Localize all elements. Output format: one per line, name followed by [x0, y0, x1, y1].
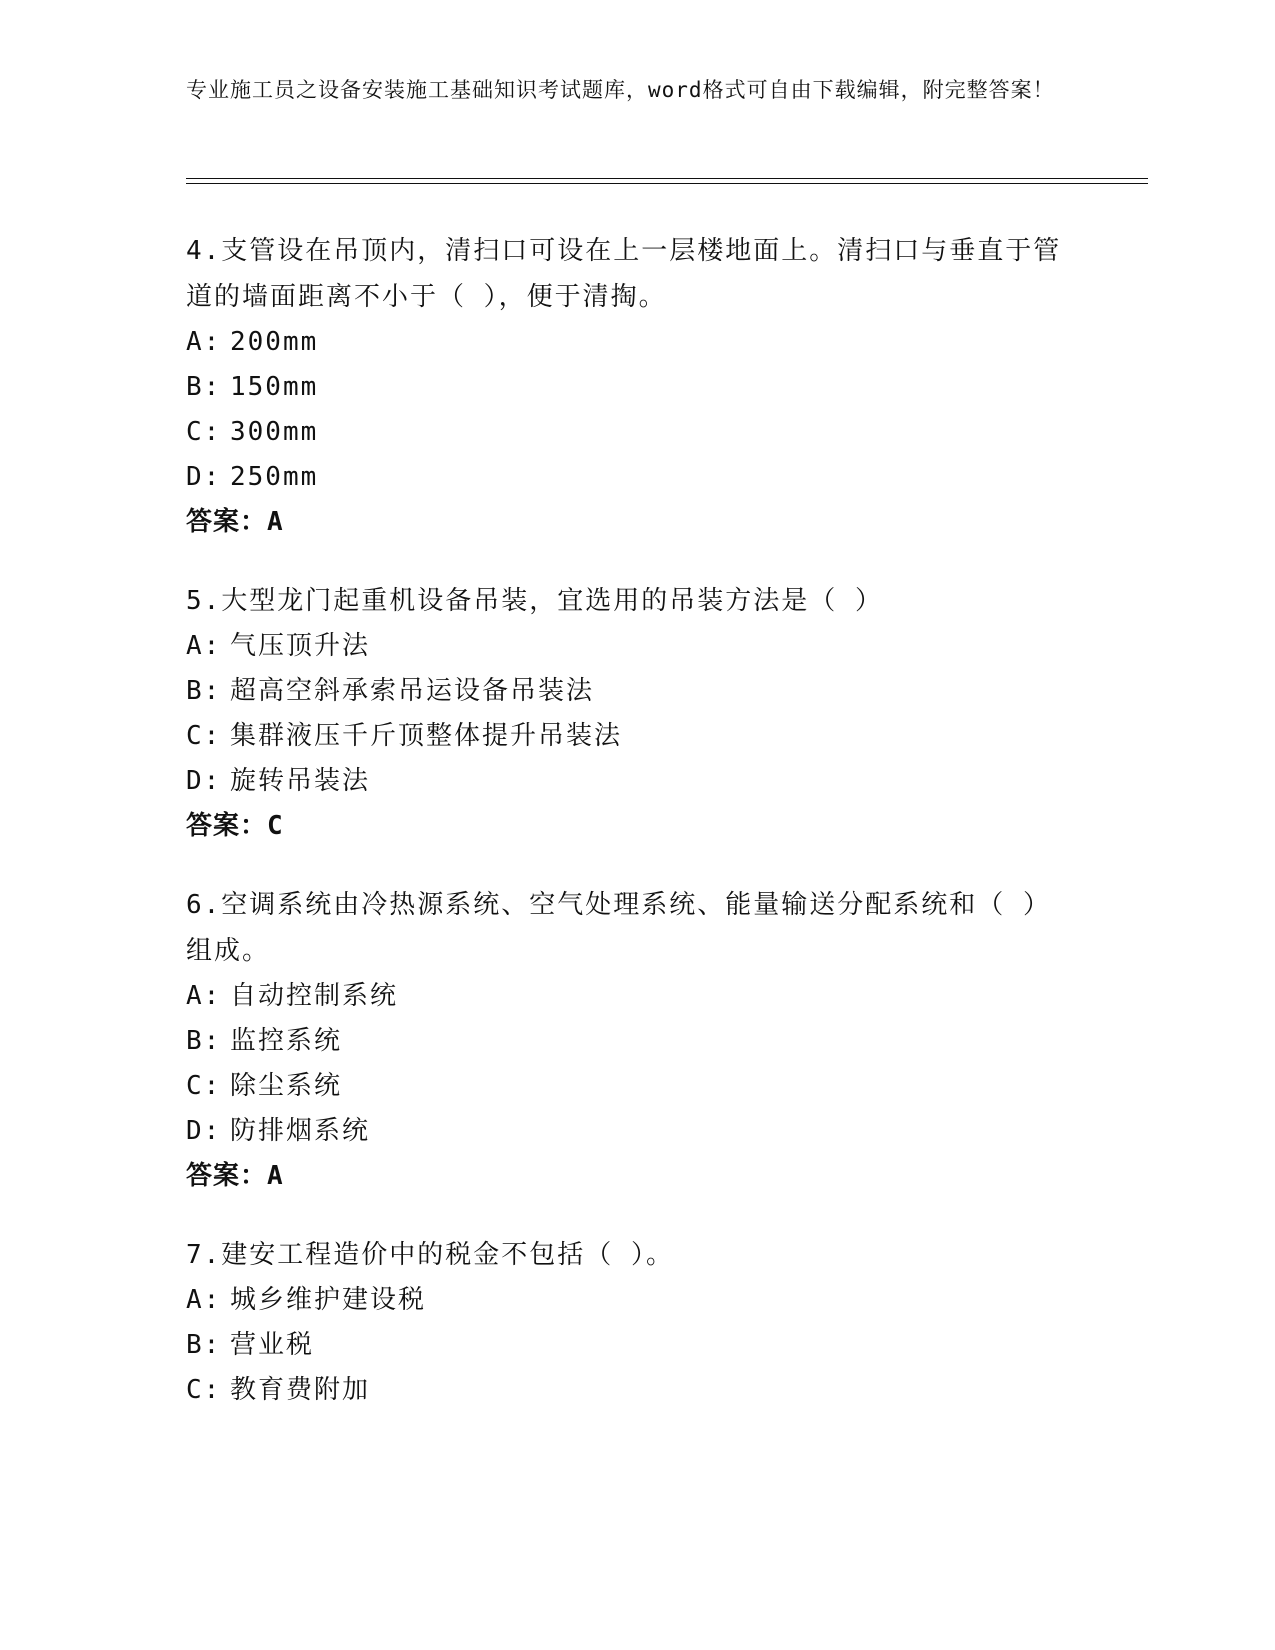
answer-line	[186, 500, 1066, 545]
option-text: 除尘系统	[230, 1071, 343, 1101]
answer-label: 答案：	[186, 507, 268, 537]
option-text: 气压顶升法	[230, 631, 371, 661]
option-letter: C:	[186, 721, 222, 751]
question-stem: 7.建安工程造价中的税金不包括（ ）。	[186, 1240, 674, 1270]
option-letter: B:	[186, 1026, 222, 1056]
option-letter: D:	[186, 462, 222, 492]
answer-label: 答案：	[186, 811, 268, 841]
option-text: 300mm	[230, 417, 319, 447]
option-b	[186, 1019, 1066, 1064]
option-b	[186, 669, 1066, 714]
option-letter: B:	[186, 676, 222, 706]
option-letter: C:	[186, 1071, 222, 1101]
option-letter: C:	[186, 1375, 222, 1405]
option-c	[186, 1368, 1066, 1413]
answer-value: A	[267, 507, 284, 537]
answer-value: C	[267, 811, 284, 841]
option-text: 旋转吊装法	[230, 766, 371, 796]
option-letter: A:	[186, 1285, 222, 1315]
answer-value: A	[267, 1161, 284, 1191]
option-a	[186, 974, 1066, 1019]
answer-line	[186, 804, 1066, 849]
question-stem: 5.大型龙门起重机设备吊装，宜选用的吊装方法是（ ）	[186, 586, 883, 616]
option-text: 教育费附加	[230, 1375, 371, 1405]
option-letter: A:	[186, 981, 222, 1011]
question-6	[186, 882, 1066, 1199]
header-rule-bottom	[186, 183, 1148, 184]
option-text: 自动控制系统	[230, 981, 399, 1011]
option-text: 营业税	[230, 1330, 315, 1360]
question-stem: 6.空调系统由冷热源系统、空气处理系统、能量输送分配系统和（ ）组成。	[186, 890, 1051, 966]
option-letter: A:	[186, 631, 222, 661]
question-stem: 4.支管设在吊顶内，清扫口可设在上一层楼地面上。清扫口与垂直于管道的墙面距离不小于（ ），便于清掏。	[186, 236, 1062, 312]
option-a	[186, 320, 1066, 365]
option-text: 200mm	[230, 327, 319, 357]
question-4	[186, 228, 1066, 545]
option-letter: B:	[186, 372, 222, 402]
option-text: 集群液压千斤顶整体提升吊装法	[230, 721, 623, 751]
question-7	[186, 1232, 1066, 1413]
option-text: 防排烟系统	[230, 1116, 371, 1146]
answer-label: 答案：	[186, 1161, 268, 1191]
question-list	[186, 228, 1066, 1446]
option-text: 监控系统	[230, 1026, 343, 1056]
option-letter: B:	[186, 1330, 222, 1360]
option-d	[186, 759, 1066, 804]
option-letter: D:	[186, 1116, 222, 1146]
option-d	[186, 1109, 1066, 1154]
option-a	[186, 1278, 1066, 1323]
option-a	[186, 624, 1066, 669]
option-b	[186, 1323, 1066, 1368]
option-text: 城乡维护建设税	[230, 1285, 427, 1315]
option-letter: A:	[186, 327, 222, 357]
answer-line	[186, 1154, 1066, 1199]
option-letter: C:	[186, 417, 222, 447]
option-c	[186, 714, 1066, 759]
option-text: 超高空斜承索吊运设备吊装法	[230, 676, 595, 706]
option-d	[186, 455, 1066, 500]
option-text: 150mm	[230, 372, 319, 402]
option-c	[186, 410, 1066, 455]
option-text: 250mm	[230, 462, 319, 492]
document-header: 专业施工员之设备安装施工基础知识考试题库，word格式可自由下载编辑，附完整答案！	[186, 78, 1055, 102]
question-5	[186, 578, 1066, 849]
header-rule-top	[186, 178, 1148, 179]
option-b	[186, 365, 1066, 410]
option-letter: D:	[186, 766, 222, 796]
option-c	[186, 1064, 1066, 1109]
